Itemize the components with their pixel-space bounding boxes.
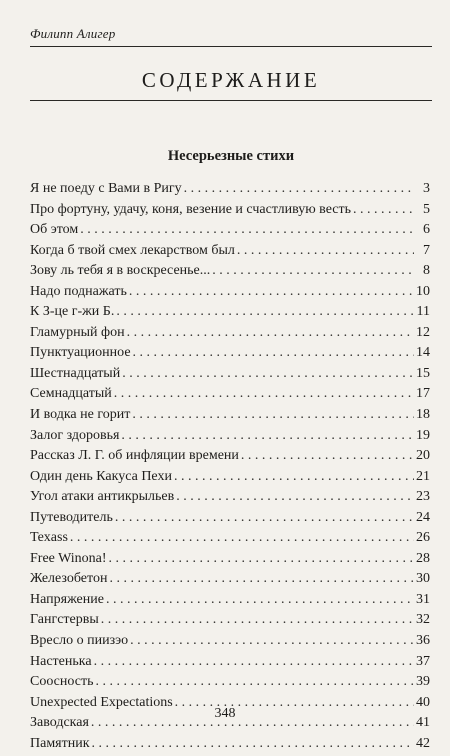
toc-entry-title: Пунктуационное	[30, 345, 131, 361]
dot-leader	[129, 284, 414, 300]
toc-entry	[30, 284, 430, 305]
dot-leader	[132, 407, 414, 423]
toc-entry	[30, 304, 430, 325]
toc-entry-page: 8	[423, 263, 430, 279]
toc-entry-title: Unexpected Expectations	[30, 694, 173, 710]
toc-entry	[30, 386, 430, 407]
toc-entry-title: Гламурный фон	[30, 324, 125, 340]
toc-entry-title: Я не поеду с Вами в Ригу	[30, 181, 182, 196]
toc-entry-title: Соосность	[30, 674, 94, 690]
dot-leader	[94, 654, 414, 670]
dot-leader	[176, 489, 414, 505]
toc-entry	[30, 592, 430, 613]
toc-entry-page: 5	[423, 201, 430, 217]
toc-entry	[30, 633, 430, 654]
toc-entry	[30, 489, 430, 510]
toc-entry-title: Texass	[30, 530, 68, 546]
toc-entry-title: Шестнадцатый	[30, 365, 121, 381]
dot-leader	[70, 530, 414, 546]
toc-entry	[30, 407, 430, 428]
title-rule	[30, 100, 432, 101]
running-head: Филипп Алигер	[30, 26, 116, 41]
toc-entry-page: 40	[416, 694, 430, 710]
toc-entry-title: Настенька	[30, 653, 92, 669]
dot-leader	[95, 674, 414, 690]
toc-entry-page: 17	[416, 386, 430, 402]
dot-leader	[92, 736, 414, 752]
toc-entry-page: 42	[416, 735, 430, 751]
toc-entry-title: Заводская	[30, 715, 89, 731]
toc-entry-title: Free Winona!	[30, 550, 107, 566]
toc-entry	[30, 551, 430, 572]
toc-entry-page: 21	[416, 468, 430, 484]
dot-leader	[106, 592, 414, 608]
toc-entry	[30, 448, 430, 469]
toc-entry	[30, 674, 430, 695]
dot-leader	[115, 510, 414, 526]
toc-entry-page: 10	[416, 283, 430, 299]
toc-entry-title: Про фортуну, удачу, коня, везение и счастливую весть	[30, 201, 351, 217]
toc-entry-title: Один день Какуса Пехи	[30, 468, 172, 484]
toc-entry-title: Зову ль тебя я в воскресенье...	[30, 263, 211, 279]
toc-entry-page: 32	[416, 612, 430, 628]
toc-entry	[30, 654, 430, 675]
toc-entry-page: 37	[416, 653, 430, 669]
toc-entry-page: 3	[423, 181, 430, 196]
toc-entry-page: 23	[416, 489, 430, 505]
toc-entry-title: Гангстервы	[30, 612, 99, 628]
toc-entry-page: 24	[416, 509, 430, 525]
toc-entry-page: 18	[416, 407, 430, 423]
toc-entry-page: 6	[423, 222, 430, 238]
toc-entry-page: 15	[416, 365, 430, 381]
toc-entry-page: 19	[416, 427, 430, 443]
header-rule	[30, 46, 432, 47]
toc-entry-page: 39	[416, 674, 430, 690]
toc-entry-page: 31	[416, 591, 430, 607]
toc-entry	[30, 530, 430, 551]
toc-entry	[30, 263, 430, 284]
toc-entry-page: 26	[416, 530, 430, 546]
toc-entry-title: Семнадцатый	[30, 386, 112, 402]
toc-entry-title: Угол атаки антикрыльев	[30, 489, 175, 505]
toc-entry	[30, 736, 430, 756]
toc-entry	[30, 612, 430, 633]
toc-entry	[30, 325, 430, 346]
toc-entry	[30, 202, 430, 223]
toc-entry-page: 7	[423, 242, 430, 258]
toc-entry	[30, 243, 430, 264]
dot-leader	[101, 612, 414, 628]
toc-entry-title: Залог здоровья	[30, 427, 120, 443]
dot-leader	[114, 386, 414, 402]
toc-entry	[30, 345, 430, 366]
toc-entry-page: 12	[416, 324, 430, 340]
dot-leader	[241, 448, 414, 464]
table-of-contents	[30, 181, 430, 756]
toc-entry-page: 14	[416, 345, 430, 361]
toc-entry-title: К З-це г-жи Б.	[30, 304, 115, 320]
toc-entry-title: И водка не горит	[30, 407, 131, 423]
toc-entry-page: 20	[416, 448, 430, 464]
dot-leader	[80, 222, 414, 238]
toc-entry	[30, 428, 430, 449]
toc-entry	[30, 510, 430, 531]
toc-entry-title: Железобетон	[30, 571, 108, 587]
dot-leader	[174, 469, 414, 485]
toc-entry	[30, 222, 430, 243]
dot-leader	[116, 304, 414, 320]
toc-entry-title: Об этом	[30, 222, 79, 238]
toc-entry-title: Рассказ Л. Г. об инфляции времени	[30, 448, 239, 464]
toc-entry	[30, 571, 430, 592]
toc-entry-page: 28	[416, 550, 430, 566]
dot-leader	[133, 345, 414, 361]
toc-entry-page: 41	[416, 715, 430, 731]
dot-leader	[109, 571, 414, 587]
dot-leader	[353, 202, 414, 218]
toc-entry-page: 11	[416, 304, 430, 320]
toc-entry-title: Надо поднажать	[30, 283, 127, 299]
toc-entry-page: 30	[416, 571, 430, 587]
dot-leader	[121, 428, 414, 444]
dot-leader	[212, 263, 414, 279]
dot-leader	[130, 633, 414, 649]
toc-entry	[30, 469, 430, 490]
dot-leader	[127, 325, 414, 341]
toc-entry-title: Напряжение	[30, 591, 104, 607]
toc-entry-title: Когда б твой смех лекарством был	[30, 242, 235, 258]
toc-entry-title: Путеводитель	[30, 509, 113, 525]
toc-entry-title: Памятник	[30, 735, 90, 751]
toc-entry-title: Вресло о пиизэо	[30, 633, 129, 649]
toc-entry-page: 36	[416, 633, 430, 649]
dot-leader	[237, 243, 414, 259]
section-heading: Несерьезные стихи	[167, 148, 295, 164]
toc-entry	[30, 366, 430, 387]
dot-leader	[122, 366, 414, 382]
toc-entry	[30, 181, 430, 202]
page-number: 348	[214, 706, 236, 721]
dot-leader	[109, 551, 414, 567]
dot-leader	[184, 181, 414, 197]
contents-title: СОДЕРЖАНИЕ	[141, 68, 321, 92]
